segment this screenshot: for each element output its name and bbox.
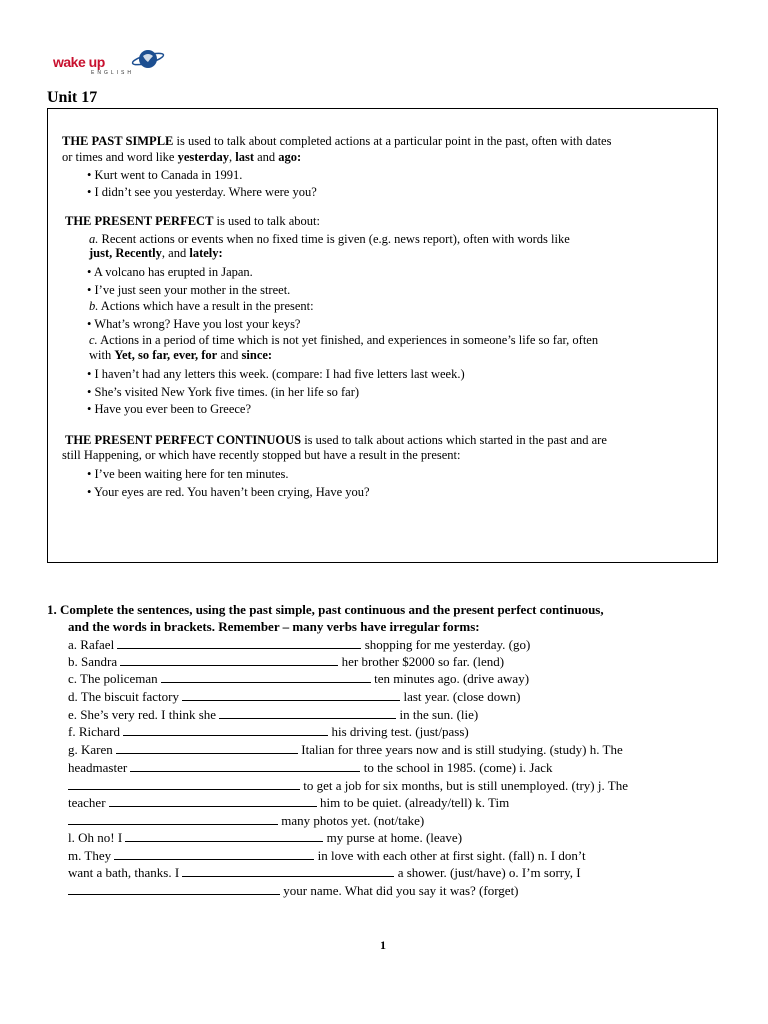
exercise-line: a. Rafael shopping for me yesterday. (go) <box>68 637 531 652</box>
answer-blank[interactable] <box>116 742 298 754</box>
answer-blank[interactable] <box>130 760 360 772</box>
exercise-line: want a bath, thanks. I a shower. (just/have) o. I’m sorry, I <box>68 865 581 880</box>
list-item: • A volcano has erupted in Japan. <box>87 265 253 279</box>
answer-blank[interactable] <box>68 813 278 825</box>
answer-blank[interactable] <box>68 883 280 895</box>
pp-a-keywords: just, Recently, and lately: <box>89 246 223 260</box>
globe-icon <box>131 48 165 70</box>
unit-title: Unit 17 <box>47 89 98 106</box>
page-number: 1 <box>380 938 386 952</box>
list-item: • What’s wrong? Have you lost your keys? <box>87 317 301 331</box>
list-item: • Your eyes are red. You haven’t been crying, Have you? <box>87 485 370 499</box>
past-simple-line2: or times and word like yesterday, last and ago: <box>62 150 302 164</box>
list-item: • Have you ever been to Greece? <box>87 402 252 416</box>
list-item: • I haven’t had any letters this week. (compare: I had five letters last week.) <box>87 367 465 381</box>
answer-blank[interactable] <box>117 637 361 649</box>
exercise-line: l. Oh no! I my purse at home. (leave) <box>68 830 463 845</box>
exercise-line: your name. What did you say it was? (forget) <box>68 882 519 899</box>
exercise-line: d. The biscuit factory last year. (close down) <box>68 689 521 704</box>
exercise-line: g. Karen Italian for three years now and is still studying. (study) h. The <box>68 742 623 757</box>
exercise-instruction: 1. Complete the sentences, using the past simple, past continuous and the present perfect continuous, <box>47 602 604 617</box>
pp-c-line: c. Actions in a period of time which is not yet finished, and experiences in someone’s life so far, often <box>89 333 599 347</box>
exercise-line: m. They in love with each other at first sight. (fall) n. I don’t <box>68 848 586 863</box>
exercise-line: b. Sandra her brother $2000 so far. (lend) <box>68 654 505 669</box>
answer-blank[interactable] <box>109 795 317 807</box>
exercise-instruction-2: and the words in brackets. Remember – many verbs have irregular forms: <box>68 619 480 634</box>
ppc-line1: THE PRESENT PERFECT CONTINUOUS is used to talk about actions which started in the past and are <box>65 433 607 447</box>
exercise-line: f. Richard his driving test. (just/pass) <box>68 724 469 739</box>
exercise-line: teacher him to be quiet. (already/tell) k. Tim <box>68 795 510 810</box>
list-item: • I didn’t see you yesterday. Where were you? <box>87 185 317 199</box>
answer-blank[interactable] <box>182 865 394 877</box>
list-item: • Kurt went to Canada in 1991. <box>87 168 243 182</box>
list-item: • I’ve been waiting here for ten minutes. <box>87 467 289 481</box>
past-simple-line1: THE PAST SIMPLE is used to talk about completed actions at a particular point in the past, often with dates <box>62 134 612 148</box>
wake-up-english-logo <box>47 42 167 84</box>
answer-blank[interactable] <box>123 724 328 736</box>
answer-blank[interactable] <box>182 689 400 701</box>
answer-blank[interactable] <box>120 654 338 666</box>
answer-blank[interactable] <box>68 778 300 790</box>
answer-blank[interactable] <box>125 830 323 842</box>
list-item: • I’ve just seen your mother in the street. <box>87 283 291 297</box>
logo-sub: ENGLISH <box>91 70 134 76</box>
list-item: • She’s visited New York five times. (in her life so far) <box>87 385 360 399</box>
present-perfect-heading: THE PRESENT PERFECT is used to talk about: <box>65 214 321 228</box>
answer-blank[interactable] <box>114 848 314 860</box>
answer-blank[interactable] <box>161 671 371 683</box>
ppc-line2: still Happening, or which have recently stopped but have a result in the present: <box>62 448 461 462</box>
exercise-line: to get a job for six months, but is still unemployed. (try) j. The <box>68 777 628 794</box>
pp-a-line: a. Recent actions or events when no fixed time is given (e.g. news report), often with words like <box>89 232 570 246</box>
pp-b-line: b. Actions which have a result in the present: <box>89 299 314 313</box>
exercise-line: headmaster to the school in 1985. (come) i. Jack <box>68 760 553 775</box>
answer-blank[interactable] <box>219 707 396 719</box>
logo-brand: wake up <box>53 54 105 70</box>
exercise-line: many photos yet. (not/take) <box>68 812 424 829</box>
exercise-line: c. The policeman ten minutes ago. (drive away) <box>68 671 530 686</box>
exercise-line: e. She’s very red. I think she in the sun. (lie) <box>68 707 479 722</box>
pp-c-keywords: with Yet, so far, ever, for and since: <box>89 348 273 362</box>
